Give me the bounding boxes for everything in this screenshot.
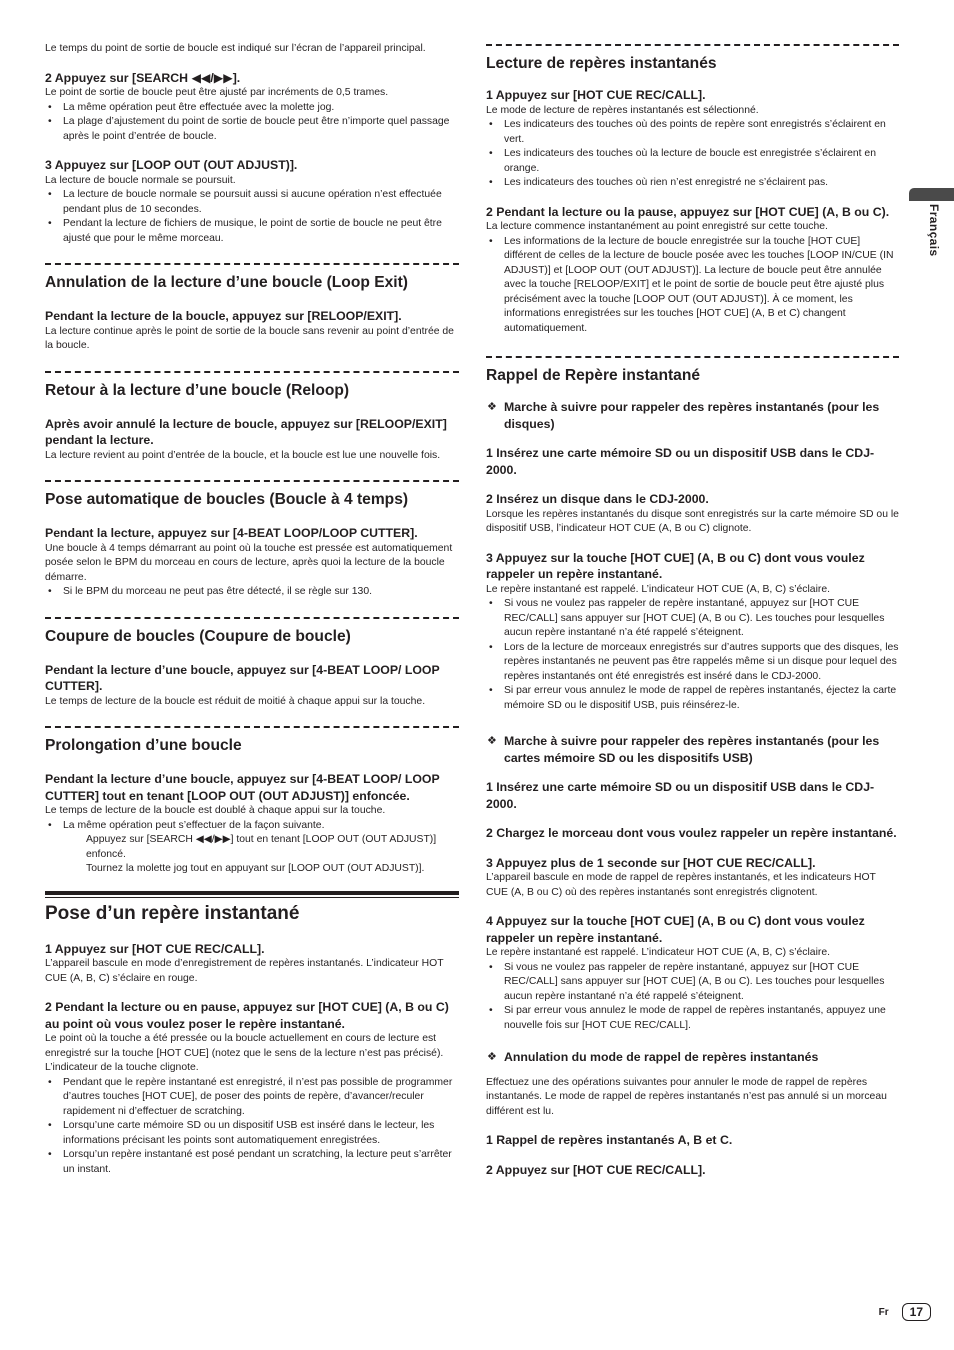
step-title: 2 Pendant la lecture ou la pause, appuyez sur [HOT CUE] (A, B ou C).: [486, 204, 890, 219]
right-column: [486, 42, 899, 1178]
indented-text: Tournez la molette jog tout en appuyant sur [LOOP OUT (OUT ADJUST)].: [86, 863, 425, 874]
section-heading-4-beat-loop: Pose automatique de boucles (Boucle à 4 temps): [45, 491, 409, 508]
dashed-divider: [486, 356, 899, 358]
step-title: Pendant la lecture, appuyez sur [4-BEAT LOOP/LOOP CUTTER].: [45, 526, 418, 540]
step-text: Le repère instantané est rappelé. L’indicateur HOT CUE (A, B, C) s’éclaire.: [486, 583, 831, 595]
section-heading-loop-cutter: Coupure de boucles (Coupure de boucle): [45, 627, 351, 645]
section-heading-hot-cue-call: Rappel de Repère instantané: [486, 367, 701, 384]
step-text: Le point de sortie de boucle peut être ajusté par incréments de 0,5 trames.: [45, 87, 389, 98]
bullet-item: • Lorsqu’un repère instantané est posé pendant un scratching, la lecture peut s’arrêter un instant.: [45, 1148, 459, 1177]
step-title: 4 Appuyez sur la touche [HOT CUE] (A, B ou C) dont vous voulez rappeler un repère instantané.: [486, 914, 865, 945]
step-text: Le mode de lecture de repères instantanés est sélectionné.: [486, 104, 759, 116]
subsection-heading-cancel: ❖ Annulation du mode de rappel de repères instantanés: [487, 1050, 819, 1064]
side-tab-label: Français: [927, 204, 941, 257]
major-section-rule: [45, 891, 459, 925]
step-text: Le temps de lecture de la boucle est doublé à chaque appui sur la touche.: [45, 805, 386, 816]
step-title: Pendant la lecture d’une boucle, appuyez sur [4-BEAT LOOP/ LOOP CUTTER] tout en tenant [LOOP OUT (OUT ADJUST)] enfoncée.: [45, 772, 440, 803]
step-title: 1 Insérez une carte mémoire SD ou un dispositif USB dans le CDJ-2000.: [486, 780, 875, 811]
diamond-bullet-icon: ❖: [487, 401, 497, 413]
bullet-item: • La lecture de boucle normale se poursuit aussi si aucune opération n’est effectuée pendant plus de 10 secondes.: [45, 188, 459, 217]
bullet-item: • Si par erreur vous annulez le mode de rappel de repères instantanés, appuyez une nouvelle fois sur [HOT CUE REC/CALL].: [486, 1004, 899, 1033]
section-heading-loop-exit: Annulation de la lecture d’une boucle (Loop Exit): [45, 274, 409, 291]
bullet-item: • Les indicateurs des touches où rien n’est enregistré ne s’éclairent pas.: [486, 176, 899, 191]
bullet-item: • Lorsqu’une carte mémoire SD ou un dispositif USB est inséré dans le lecteur, les informations précisant les points sont automatiquement enregistrées.: [45, 1119, 459, 1148]
section-heading-hot-cue-playback: Lecture de repères instantanés: [486, 55, 717, 72]
bullet-item: • Pendant la lecture de fichiers de musique, le point de sortie de boucle ne peut être ajusté que pour le même morceau.: [45, 217, 459, 246]
intro-text: Le temps du point de sortie de boucle est indiqué sur l’écran de l’appareil principal.: [45, 43, 426, 54]
dashed-divider: [45, 263, 459, 265]
step-title: 2 Chargez le morceau dont vous voulez rappeler un repère instantané.: [486, 826, 897, 840]
bullet-item: • Si par erreur vous annulez le mode de rappel de repères instantanés, éjectez la carte mémoire SD ou le dispositif USB, puis réinsérez-le.: [486, 684, 899, 713]
major-heading-hot-cue: Pose d’un repère instantané: [45, 902, 300, 924]
step-title: 3 Appuyez sur [LOOP OUT (OUT ADJUST)].: [45, 158, 298, 172]
left-column: [45, 42, 459, 1177]
bullet-item: • La plage d’ajustement du point de sortie de boucle peut être n’importe quel passage après le point d’entrée de boucle.: [45, 115, 459, 144]
dashed-divider: [45, 617, 459, 619]
indented-text: Appuyez sur [SEARCH ◀◀/▶▶] tout en tenant [LOOP OUT (OUT ADJUST)] enfoncé.: [86, 834, 437, 860]
step-title: 1 Insérez une carte mémoire SD ou un dispositif USB dans le CDJ-2000.: [486, 446, 875, 477]
side-tab-bar: [909, 188, 954, 201]
dashed-divider: [45, 480, 459, 482]
step-text: Le point où la touche a été pressée ou la boucle actuellement en cours de lecture est enregistré sur la touche [HOT CUE] (notez que le sens de la lecture n’est pas précisé). L’indicateur de la touche clignote.: [45, 1033, 444, 1073]
step-title: 1 Appuyez sur [HOT CUE REC/CALL].: [45, 941, 265, 956]
bullet-item: • Lors de la lecture de morceaux enregistrés sur d’autres supports que des disques, les repères instantanés ne peuvent pas être rappelés même si un disque pour lequel des repères instantanés ont été enregistrés est inséré dans le CDJ-2000.: [486, 641, 899, 685]
step-title: 1 Appuyez sur [HOT CUE REC/CALL].: [486, 88, 706, 102]
subsection-heading-discs: ❖ Marche à suivre pour rappeler des repères instantanés (pour les disques): [487, 400, 880, 431]
bullet-item: • Les informations de la lecture de boucle enregistrée sur la touche [HOT CUE] différent de celles de la lecture de boucle posée avec les touches [LOOP IN/CUE (IN ADJUST)] et [LOOP OUT (OUT ADJUST)]. La lecture de boucle peut être annulée avec la touche [RELOOP/EXIT] et le point de sortie de boucle peut être ajusté plus précisément avec la touche [LOOP OUT (OUT ADJUST)]. À ce moment, les informations enregistrées sur les touches [HOT CUE] (A, B et C) changent automatiquement.: [486, 235, 899, 337]
section-heading-loop-extension: Prolongation d’une boucle: [45, 737, 242, 754]
bullet-item: • Les indicateurs des touches où la lecture de boucle est enregistrée s’éclairent en orange.: [486, 147, 899, 176]
step-title: 2 Appuyez sur [HOT CUE REC/CALL].: [486, 1162, 706, 1177]
step-text: La lecture continue après le point de sortie de la boucle sans revenir au point d’entrée de la boucle.: [45, 325, 454, 351]
bullet-item: • Pendant que le repère instantané est enregistré, il n’est pas possible de programmer d’autres touches [HOT CUE], de poser des points de repère, d’avancer/reculer rapidement ni d’effectuer de scratching.: [45, 1076, 459, 1120]
step-text: Le temps de lecture de la boucle est réduit de moitié à chaque appui sur la touche.: [45, 695, 426, 707]
section-heading-reloop: Retour à la lecture d’une boucle (Reloop): [45, 381, 350, 399]
bullet-item: • Les indicateurs des touches où des points de repère sont enregistrés s’éclairent en vert.: [486, 118, 899, 147]
diamond-bullet-icon: ❖: [487, 735, 497, 747]
step-title: 2 Insérez un disque dans le CDJ-2000.: [486, 492, 709, 506]
diamond-bullet-icon: ❖: [487, 1051, 497, 1063]
bullet-item: • La même opération peut être effectuée avec la molette jog.: [45, 101, 459, 116]
step-text: La lecture de boucle normale se poursuit.: [45, 174, 236, 186]
dashed-divider: [45, 726, 459, 728]
step-title: Pendant la lecture d’une boucle, appuyez sur [4-BEAT LOOP/ LOOP CUTTER].: [45, 662, 440, 693]
step-text: L’appareil bascule en mode de rappel de repères instantanés, et les indicateurs HOT CUE (A, B ou C) où des repères instantanés sont enregistrés clignotent.: [486, 872, 876, 898]
step-title: 2 Appuyez sur [SEARCH ◀◀/▶▶].: [45, 70, 241, 85]
step-text: La lecture commence instantanément au point enregistré sur cette touche.: [486, 221, 828, 232]
bullet-item: • Si le BPM du morceau ne peut pas être détecté, il se règle sur 130.: [45, 585, 459, 600]
step-text: Une boucle à 4 temps démarrant au point où la touche est pressée est automatiquement posée selon le BPM du morceau en cours de lecture, après quoi la lecture de la boucle démarre.: [45, 542, 453, 583]
step-title: 2 Pendant la lecture ou en pause, appuyez sur [HOT CUE] (A, B ou C) au point où vous voulez poser le repère instantané.: [45, 1000, 449, 1031]
step-text: L’appareil bascule en mode d’enregistrement de repères instantanés. L’indicateur HOT CUE (A, B, C) s’éclaire en rouge.: [45, 958, 444, 984]
bullet-item: • Si vous ne voulez pas rappeler de repère instantané, appuyez sur [HOT CUE REC/CALL] sans appuyer sur [HOT CUE] (A, B ou C). Les touches pour lesquelles aucun repère instantané n’a été rappelé s’éteignent.: [486, 597, 899, 641]
dashed-divider: [45, 371, 459, 373]
step-text: Lorsque les repères instantanés du disque sont enregistrés sur la carte mémoire SD ou le dispositif USB, l’indicateur HOT CUE (A, B ou C) clignote.: [486, 508, 899, 534]
bullet-item: • La même opération peut s’effectuer de la façon suivante.: [45, 819, 459, 834]
footer-language: Fr: [878, 1306, 889, 1318]
page-footer: [879, 1303, 931, 1321]
dashed-divider: [486, 44, 899, 46]
subsection-heading-sd-usb: ❖ Marche à suivre pour rappeler des repères instantanés (pour les cartes mémoire SD ou les dispositifs USB): [487, 734, 880, 765]
step-title: 3 Appuyez plus de 1 seconde sur [HOT CUE REC/CALL].: [486, 855, 816, 870]
step-text: Effectuez une des opérations suivantes pour annuler le mode de rappel de repères instantanés. Le mode de rappel de repères instantanés n’est pas annulé si un morceau différent est lu.: [486, 1076, 887, 1117]
step-text: Le repère instantané est rappelé. L’indicateur HOT CUE (A, B, C) s’éclaire.: [486, 947, 831, 958]
step-title: 3 Appuyez sur la touche [HOT CUE] (A, B ou C) dont vous voulez rappeler un repère instantané.: [486, 550, 865, 581]
step-title: Pendant la lecture de la boucle, appuyez sur [RELOOP/EXIT].: [45, 309, 402, 323]
step-title: Après avoir annulé la lecture de boucle, appuyez sur [RELOOP/EXIT] pendant la lecture.: [45, 416, 447, 447]
language-side-tab: [909, 188, 954, 288]
step-text: La lecture revient au point d’entrée de la boucle, et la boucle est lue une nouvelle fois.: [45, 449, 441, 461]
page-number: 17: [902, 1303, 931, 1321]
step-title: 1 Rappel de repères instantanés A, B et C.: [486, 1133, 733, 1147]
bullet-item: • Si vous ne voulez pas rappeler de repère instantané, appuyez sur [HOT CUE REC/CALL] sans appuyer sur [HOT CUE] (A, B ou C). Les touches pour lesquelles aucun repère instantané n’a été rappelé s’éteignent.: [486, 961, 899, 1005]
